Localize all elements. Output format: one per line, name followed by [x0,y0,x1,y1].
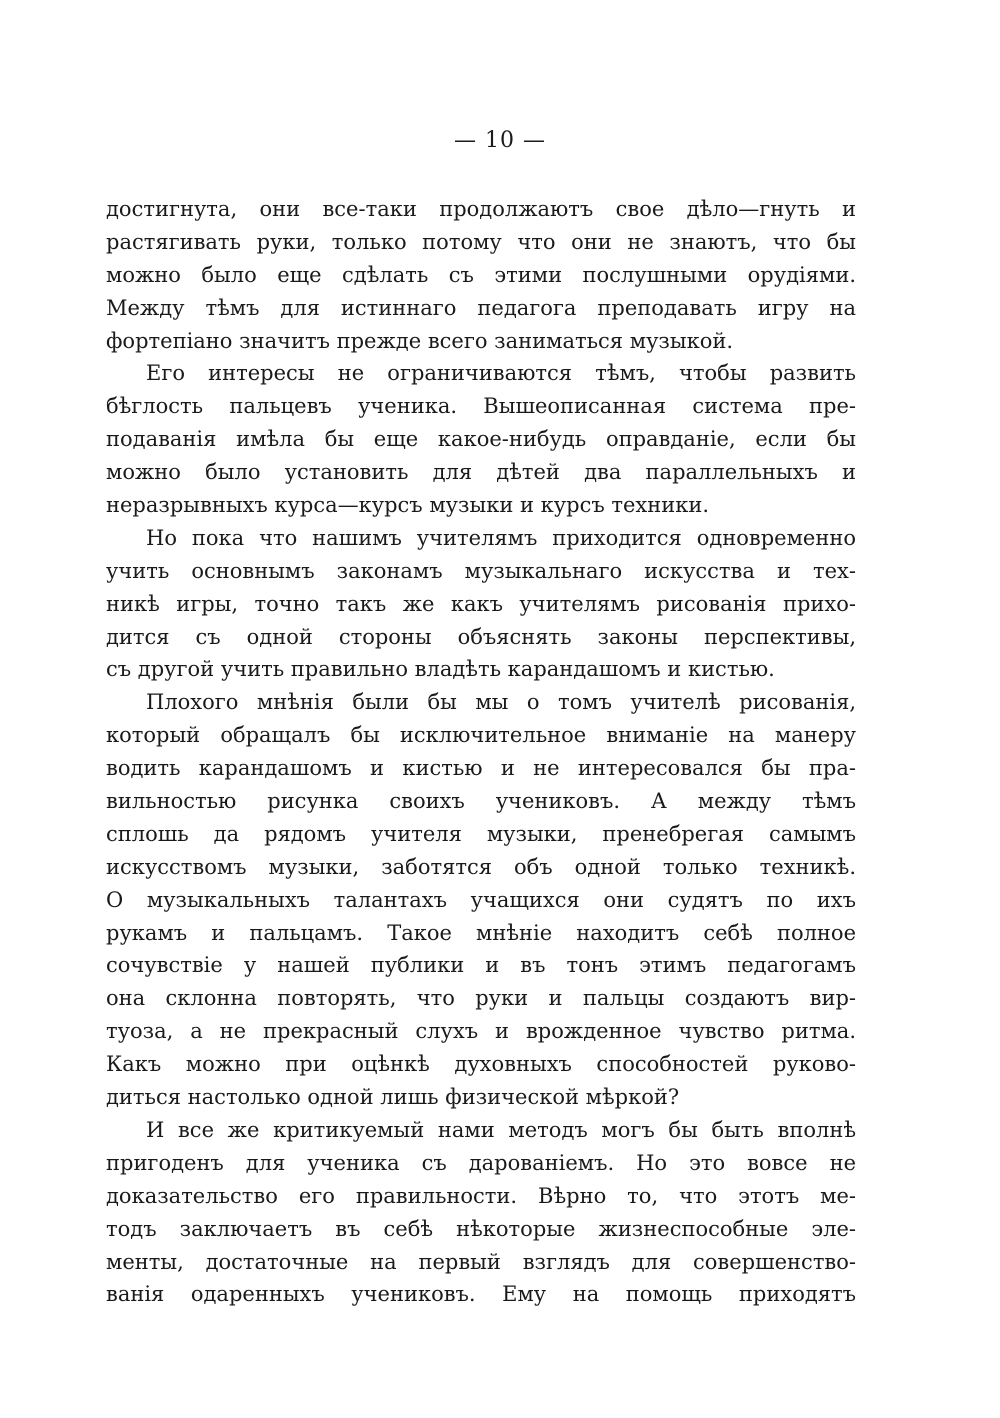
text-line: менты, достаточные на первый взглядъ для совершенство- [106,1249,856,1274]
text-line: фортепіано значитъ прежде всего заниматься музыкой. [106,328,734,353]
text-line: она склонна повторять, что руки и пальцы создаютъ вир- [106,986,856,1011]
text-line: можно было еще сдѣлать съ этими послушными орудіями. [106,262,856,287]
page-number: — 10 — [454,128,546,153]
text-line: тодъ заключаетъ въ себѣ нѣкоторые жизнеспособные эле- [106,1216,856,1241]
text-line: подаванія имѣла бы еще какое-нибудь оправданіе, если бы [106,427,856,452]
text-line: туоза, а не прекрасный слухъ и врожденное чувство ритма. [106,1019,856,1044]
text-line: который обращалъ бы исключительное вниманіе на манеру [106,723,856,748]
text-line: бѣглость пальцевъ ученика. Вышеописанная система пре- [106,394,856,419]
text-line: никѣ игры, точно такъ же какъ учителямъ рисованія прихо- [106,591,856,616]
text-line: вильностью рисунка своихъ учениковъ. А между тѣмъ [106,789,856,814]
text-line: О музыкальныхъ талантахъ учащихся они судятъ по ихъ [106,887,856,912]
text-line: учить основнымъ законамъ музыкальнаго искусства и тех- [106,558,856,583]
text-line: ванія одаренныхъ учениковъ. Ему на помощь приходятъ [106,1282,856,1307]
text-line: Какъ можно при оцѣнкѣ духовныхъ способностей руково- [106,1052,856,1077]
text-line: И все же критикуемый нами методъ могъ бы быть вполнѣ [146,1117,856,1142]
text-line: искусствомъ музыки, заботятся объ одной только техникѣ. [106,854,856,879]
text-line: Между тѣмъ для истиннаго педагога преподавать игру на [106,295,856,320]
text-line: доказательство его правильности. Вѣрно то, что этотъ ме- [106,1183,856,1208]
body-text [106,193,856,1311]
text-line: Его интересы не ограничиваются тѣмъ, чтобы развить [146,361,856,386]
text-line: неразрывныхъ курса—курсъ музыки и курсъ техники. [106,493,710,518]
text-line: Но пока что нашимъ учителямъ приходится одновременно [146,525,856,550]
text-line: рукамъ и пальцамъ. Такое мнѣніе находитъ себѣ полное [106,920,856,945]
text-line: сплошь да рядомъ учителя музыки, пренебрегая самымъ [106,821,856,846]
text-line: можно было установить для дѣтей два параллельныхъ и [106,460,856,485]
text-line: диться настолько одной лишь физической мѣркой? [106,1085,680,1110]
text-line: растягивать руки, только потому что они не знаютъ, что бы [106,229,856,254]
text-line: Плохого мнѣнія были бы мы о томъ учителѣ рисованія, [146,690,856,715]
text-line: дится съ одной стороны объяснять законы перспективы, [106,624,856,649]
text-line: съ другой учить правильно владѣть карандашомъ и кистью. [106,657,775,682]
text-line: сочувствіе у нашей публики и въ тонъ этимъ педагогамъ [106,953,856,978]
text-line: водить карандашомъ и кистью и не интересовался бы пра- [106,756,856,781]
text-line: достигнута, они все-таки продолжаютъ свое дѣло—гнуть и [106,197,856,221]
text-line: пригоденъ для ученика съ дарованіемъ. Но это вовсе не [106,1150,856,1175]
